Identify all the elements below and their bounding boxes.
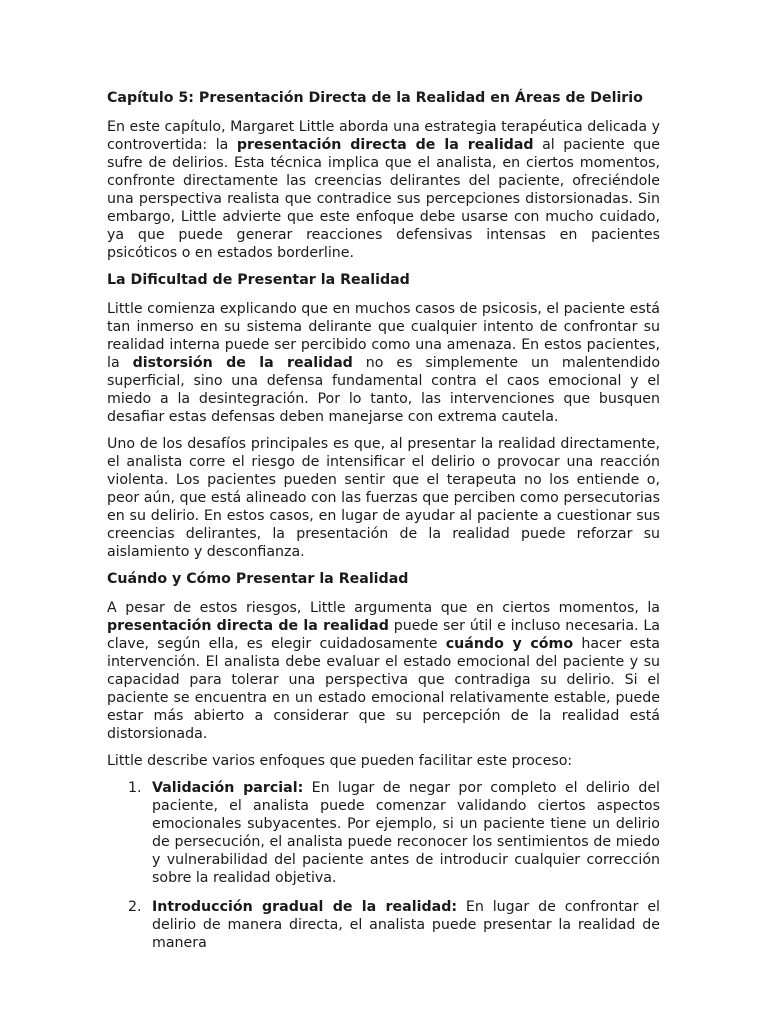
list-item-text: En lugar de confrontar el delirio de manera directa, el analista puede presentar la realidad de manera [152,899,660,951]
intro-bold-1: presentación directa de la realidad [236,137,534,153]
when-how-text-1: A pesar de estos riesgos, Little argumenta que en ciertos momentos, la [107,600,660,616]
list-item [107,779,660,887]
intro-paragraph [107,118,660,262]
list-item-text: En lugar de negar por completo el delirio del paciente, el analista puede comenzar validando ciertos aspectos emocionales subyacentes. Por ejemplo, si un paciente tiene un delirio de persecución, el analista puede reconocer los sentimientos de miedo y vulnerabilidad del paciente antes de introducir cualquier corrección sobre la realidad objetiva. [152,780,660,886]
difficulty-text-1: Little comienza explicando que en muchos casos de psicosis, el paciente está tan inmerso en su sistema delirante que cualquier intento de confrontar su realidad interna puede ser percibido como una amenaza. En estos pacientes, la [107,301,660,371]
document-body [107,89,660,963]
approaches-list [107,779,660,952]
intro-text-2: al paciente que sufre de delirios. Esta técnica implica que el analista, en ciertos momentos, confronte directamente las creencias delirantes del paciente, ofreciéndole una perspectiva realista que contradice sus percepciones distorsionadas. Sin embargo, Little advierte que este enfoque debe usarse con mucho cuidado, ya que puede generar reacciones defensivas intensas en pacientes psicóticos o en estados borderline. [107,137,660,261]
difficulty-text-2: no es simplemente un malentendido superficial, sino una defensa fundamental contra el caos emocional y el miedo a la desintegración. Por lo tanto, las intervenciones que busquen desafiar estas defensas deben manejarse con extrema cautela. [107,355,661,425]
list-item-number: 1. [128,780,142,796]
section-heading-when-how: Cuándo y Cómo Presentar la Realidad [107,571,409,587]
when-how-paragraph-2: Little describe varios enfoques que pueden facilitar este proceso: [107,753,573,769]
list-item-number: 2. [128,899,142,915]
list-item-label: Validación parcial: [152,780,304,796]
list-item [107,898,660,952]
list-item-label: Introducción gradual de la realidad: [152,899,458,915]
when-how-bold-1: presentación directa de la realidad [107,618,389,634]
difficulty-bold-1: distorsión de la realidad [132,355,353,371]
difficulty-paragraph-1 [107,300,660,426]
when-how-paragraph-1 [107,599,660,743]
when-how-text-3: hacer esta intervención. El analista debe evaluar el estado emocional del paciente y su capacidad para tolerar una perspectiva que contradiga su delirio. Si el paciente se encuentra en un estado emocional relativamente estable, puede estar más abierto a considerar que su percepción de la realidad está distorsionada. [107,636,660,742]
chapter-title: Capítulo 5: Presentación Directa de la Realidad en Áreas de Delirio [107,90,643,106]
when-how-text-2: puede ser útil e incluso necesaria. La clave, según ella, es elegir cuidadosamente [107,618,660,652]
difficulty-paragraph-2: Uno de los desafíos principales es que, al presentar la realidad directamente, el analista corre el riesgo de intensificar el delirio o provocar una reacción violenta. Los pacientes pueden sentir que el terapeuta no los entiende o, peor aún, que está alineado con las fuerzas que perciben como persecutorias en su delirio. En estos casos, en lugar de ayudar al paciente a cuestionar sus creencias delirantes, la presentación de la realidad puede reforzar su aislamiento y desconfianza. [107,436,660,560]
intro-text-1: En este capítulo, Margaret Little aborda una estrategia terapéutica delicada y controvertida: la [107,119,660,153]
section-heading-difficulty: La Dificultad de Presentar la Realidad [107,272,410,288]
when-how-bold-2: cuándo y cómo [445,636,574,652]
